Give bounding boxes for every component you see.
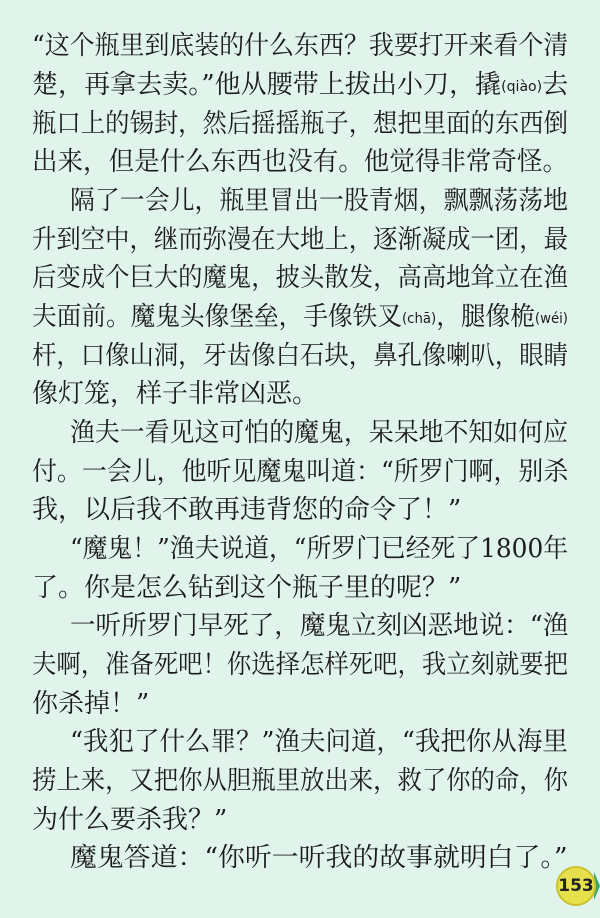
text-line: “魔鬼！”渔夫说道，“所罗门已经死了1800年 [70,534,569,564]
text-line: 渔夫一看见这可怕的魔鬼，呆呆地不知如何应 [70,418,569,448]
text-line: 魔鬼答道：“你听一听我的故事就明白了。” [70,843,568,873]
text-line: 捞上来，又把你从胆瓶里放出来，救了你的命，你 [32,766,569,796]
text-line: 升到空中，继而弥漫在大地上，逐渐凝成一团，最 [32,225,569,255]
text-line: 楚，再拿去卖。”他从腰带上拔出小刀，撬(qiào)去 [32,70,569,100]
text-line: 付。一会儿，他听见魔鬼叫道：“所罗门啊，别杀 [32,457,569,487]
text-line: “我犯了什么罪？”渔夫问道，“我把你从海里 [70,727,568,757]
text-line: “这个瓶里到底装的什么东西？我要打开来看个清 [32,31,569,61]
text-line: 为什么要杀我？” [32,805,228,835]
text-line: 像灯笼，样子非常凶恶。 [32,379,319,409]
text-line: 我，以后我不敢再违背您的命令了！” [32,495,462,525]
text-line: 出来，但是什么东西也没有。他觉得非常奇怪。 [32,147,569,177]
text-line: 后变成个巨大的魔鬼，披头散发，高高地耸立在渔 [32,263,569,293]
text-line: 你杀掉！” [32,689,150,719]
text-line: 杆，口像山洞，牙齿像白石块，鼻孔像喇叭，眼睛 [32,341,569,371]
text-line: 夫啊，准备死吧！你选择怎样死吧，我立刻就要把 [32,650,569,680]
text-line: 瓶口上的锡封，然后摇摇瓶子，想把里面的东西倒 [32,109,569,139]
text-line: 隔了一会儿，瓶里冒出一股青烟，飘飘荡荡地 [70,186,569,216]
text-line: 一听所罗门早死了，魔鬼立刻凶恶地说：“渔 [70,611,569,641]
text-line: 了。你是怎么钻到这个瓶子里的呢？” [32,573,462,603]
text-line: 夫面前。魔鬼头像堡垒，手像铁叉(chā)，腿像桅(wéi) [32,302,568,332]
page-number-badge: 153 [556,866,596,906]
